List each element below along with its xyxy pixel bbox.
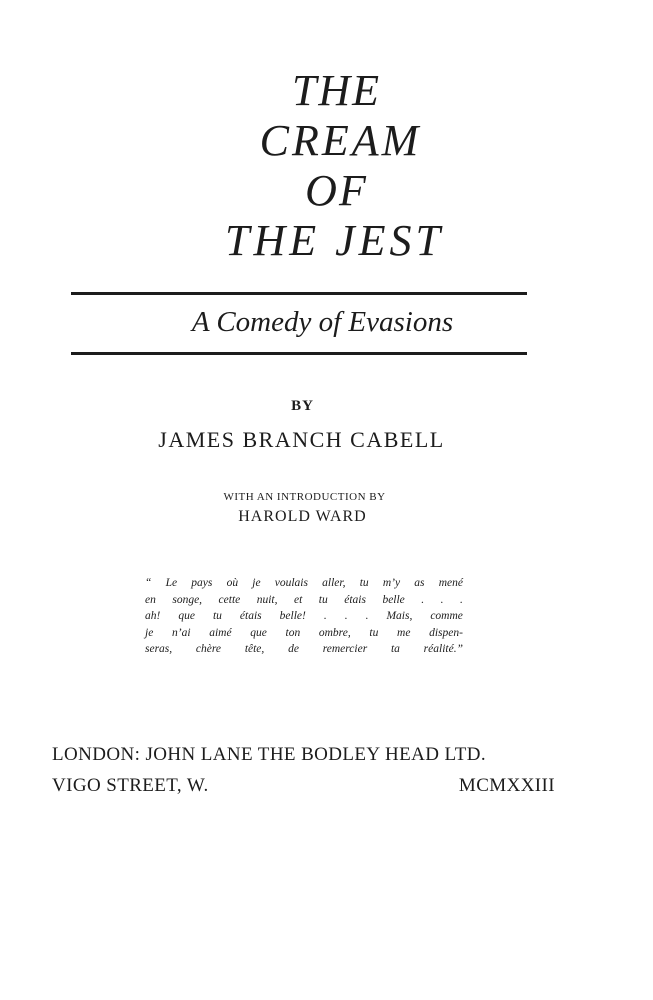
epigraph-word: belle! (279, 610, 306, 622)
introduction-label-text: WITH AN INTRODUCTION BY (223, 491, 386, 503)
epigraph-word: aller, (322, 577, 346, 589)
book-title (0, 66, 653, 266)
epigraph-word: Le (165, 577, 178, 589)
epigraph-word: je (145, 626, 154, 639)
title-line-1: THE (291, 66, 382, 115)
epigraph-word: dispen- (429, 626, 463, 639)
epigraph-word: . (440, 593, 444, 606)
epigraph-word: pays (191, 577, 213, 589)
introduction-label (0, 491, 653, 503)
epigraph-word: tu (212, 610, 222, 622)
epigraph-word: que (250, 626, 267, 639)
epigraph-word: où (226, 577, 239, 589)
epigraph-word: tête, (244, 643, 265, 655)
publisher-street: VIGO STREET, W. (52, 775, 209, 796)
title-line-3: OF (305, 166, 368, 215)
by-text: BY (291, 398, 314, 414)
epigraph-word: tu (369, 626, 379, 639)
epigraph-word: “ (145, 577, 152, 589)
publisher-address-line (52, 775, 555, 797)
epigraph-word: . (421, 593, 425, 606)
epigraph-word: belle (382, 593, 405, 606)
epigraph-word: . (344, 610, 348, 622)
epigraph-word: et (293, 593, 303, 606)
top-rule-divider (71, 292, 527, 295)
epigraph-line (145, 575, 463, 592)
epigraph-word: étais (344, 593, 366, 606)
epigraph-word: étais (239, 610, 262, 622)
publication-year: MCMXXIII (458, 775, 555, 796)
author-text: JAMES BRANCH CABELL (158, 427, 445, 452)
epigraph-word: en (145, 593, 156, 606)
epigraph-word: que (178, 610, 195, 622)
epigraph-word: n’ai (171, 626, 191, 639)
epigraph-word: réalité.” (423, 643, 463, 655)
author-name (0, 427, 653, 453)
epigraph-word: ombre, (318, 626, 351, 639)
epigraph-word: ton (285, 626, 301, 639)
epigraph-line (145, 641, 463, 658)
epigraph-word: cette (218, 593, 241, 606)
epigraph-word: . (365, 610, 369, 622)
epigraph-word: ah! (145, 610, 161, 622)
introduction-author (0, 508, 653, 526)
epigraph-word: chère (195, 643, 222, 655)
epigraph-word: songe, (172, 593, 203, 606)
subtitle-text: A Comedy of Evasions (191, 306, 454, 338)
epigraph-word: tu (359, 577, 369, 589)
epigraph-line (145, 592, 463, 609)
epigraph (145, 575, 463, 658)
epigraph-line (145, 608, 463, 625)
epigraph-word: as (414, 577, 425, 589)
epigraph-word: m’y (382, 577, 401, 589)
epigraph-line (145, 625, 463, 642)
epigraph-word: ta (390, 643, 400, 655)
bottom-rule-divider (71, 352, 527, 355)
epigraph-word: je (252, 577, 261, 589)
epigraph-word: de (288, 643, 299, 655)
byline-by (0, 398, 653, 415)
epigraph-word: nuit, (256, 593, 278, 606)
epigraph-word: tu (318, 593, 328, 606)
epigraph-word: seras, (145, 643, 173, 655)
epigraph-word: comme (430, 610, 463, 622)
introduction-author-text: HAROLD WARD (238, 508, 367, 525)
epigraph-word: me (397, 626, 411, 639)
epigraph-word: mené (438, 577, 463, 589)
title-line-4: THE JEST (225, 216, 444, 265)
epigraph-word: remercier (322, 643, 368, 655)
epigraph-word: Mais, (386, 610, 413, 622)
subtitle (0, 302, 653, 342)
epigraph-word: aimé (209, 626, 232, 639)
publisher-imprint: LONDON: JOHN LANE THE BODLEY HEAD LTD. (52, 744, 487, 765)
epigraph-word: . (460, 593, 463, 606)
title-line-2: CREAM (259, 116, 422, 165)
epigraph-word: voulais (274, 577, 308, 589)
epigraph-word: . (323, 610, 327, 622)
